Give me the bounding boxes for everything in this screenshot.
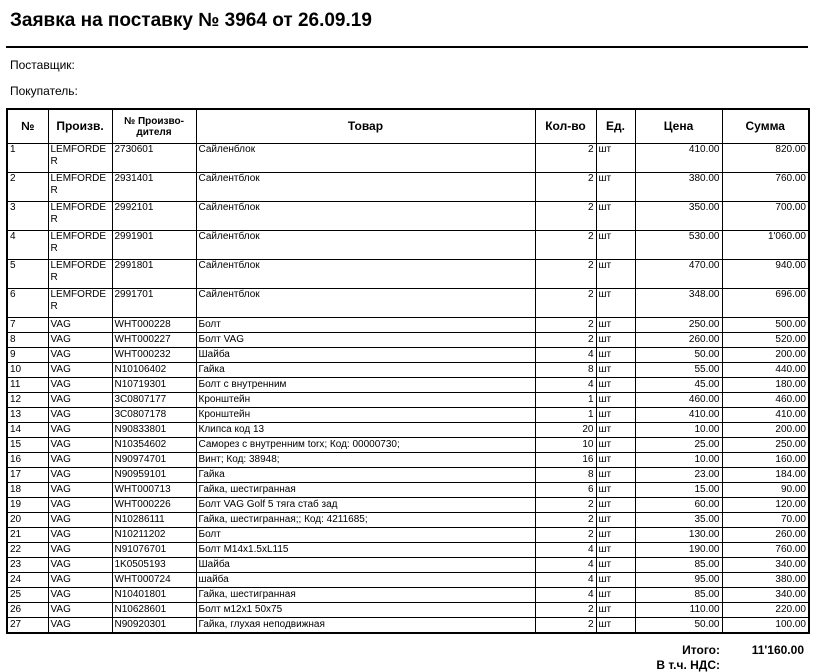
cell-sum: 1'060.00: [722, 231, 809, 260]
cell-part-number: N90920301: [112, 618, 196, 634]
cell-price: 110.00: [635, 603, 722, 618]
cell-price: 250.00: [635, 318, 722, 333]
table-row: [7, 408, 809, 423]
cell-part-number: N91076701: [112, 543, 196, 558]
cell-sum: 696.00: [722, 289, 809, 318]
cell-item: Сайлентблок: [196, 260, 535, 289]
cell-manufacturer: VAG: [48, 603, 112, 618]
cell-item: Сайленблок: [196, 144, 535, 173]
cell-unit: шт: [596, 453, 635, 468]
cell-part-number: 2991701: [112, 289, 196, 318]
cell-sum: 760.00: [722, 173, 809, 202]
cell-sum: 500.00: [722, 318, 809, 333]
header-part-number: № Произво-дителя: [112, 109, 196, 144]
cell-part-number: N10211202: [112, 528, 196, 543]
cell-sum: 820.00: [722, 144, 809, 173]
cell-unit: шт: [596, 483, 635, 498]
page-title: Заявка на поставку № 3964 от 26.09.19: [10, 10, 372, 31]
cell-price: 15.00: [635, 483, 722, 498]
cell-part-number: 2992101: [112, 202, 196, 231]
cell-unit: шт: [596, 528, 635, 543]
cell-unit: шт: [596, 543, 635, 558]
cell-item: Гайка, глухая неподвижная: [196, 618, 535, 634]
cell-price: 348.00: [635, 289, 722, 318]
cell-sum: 440.00: [722, 363, 809, 378]
cell-part-number: 2730601: [112, 144, 196, 173]
supplier-label: Поставщик:: [10, 58, 75, 72]
buyer-label: Покупатель:: [10, 84, 78, 98]
cell-unit: шт: [596, 202, 635, 231]
cell-part-number: 3C0807178: [112, 408, 196, 423]
cell-unit: шт: [596, 588, 635, 603]
cell-price: 50.00: [635, 618, 722, 634]
cell-sum: 410.00: [722, 408, 809, 423]
cell-no: 3: [7, 202, 48, 231]
cell-sum: 260.00: [722, 528, 809, 543]
cell-no: 7: [7, 318, 48, 333]
cell-price: 130.00: [635, 528, 722, 543]
cell-quantity: 4: [535, 378, 596, 393]
cell-no: 21: [7, 528, 48, 543]
table-row: [7, 618, 809, 634]
cell-part-number: N90974701: [112, 453, 196, 468]
cell-item: Клипса код 13: [196, 423, 535, 438]
cell-no: 25: [7, 588, 48, 603]
cell-quantity: 6: [535, 483, 596, 498]
table-row: [7, 558, 809, 573]
cell-part-number: 2991901: [112, 231, 196, 260]
cell-unit: шт: [596, 260, 635, 289]
cell-no: 22: [7, 543, 48, 558]
cell-no: 1: [7, 144, 48, 173]
header-manufacturer: Произв.: [48, 109, 112, 144]
cell-unit: шт: [596, 513, 635, 528]
cell-item: Болт M14x1.5xL115: [196, 543, 535, 558]
cell-unit: шт: [596, 289, 635, 318]
table-row: [7, 202, 809, 231]
cell-quantity: 1: [535, 393, 596, 408]
cell-unit: шт: [596, 318, 635, 333]
cell-manufacturer: VAG: [48, 528, 112, 543]
cell-unit: шт: [596, 378, 635, 393]
table-row: [7, 348, 809, 363]
cell-part-number: WHT000713: [112, 483, 196, 498]
cell-item: Болт VAG Golf 5 тяга стаб зад: [196, 498, 535, 513]
cell-quantity: 2: [535, 202, 596, 231]
cell-no: 23: [7, 558, 48, 573]
order-items-table: [6, 108, 810, 634]
cell-quantity: 2: [535, 144, 596, 173]
cell-quantity: 4: [535, 558, 596, 573]
cell-sum: 940.00: [722, 260, 809, 289]
cell-quantity: 10: [535, 438, 596, 453]
cell-part-number: WHT000232: [112, 348, 196, 363]
cell-manufacturer: VAG: [48, 348, 112, 363]
cell-item: Кронштейн: [196, 408, 535, 423]
table-row: [7, 543, 809, 558]
cell-price: 55.00: [635, 363, 722, 378]
header-sum: Сумма: [722, 109, 809, 144]
cell-item: Болт м12х1 50х75: [196, 603, 535, 618]
table-row: [7, 453, 809, 468]
cell-quantity: 2: [535, 528, 596, 543]
table-row: [7, 573, 809, 588]
cell-sum: 340.00: [722, 558, 809, 573]
cell-manufacturer: LEMFORDER: [48, 289, 112, 318]
cell-sum: 70.00: [722, 513, 809, 528]
cell-unit: шт: [596, 173, 635, 202]
header-price: Цена: [635, 109, 722, 144]
cell-unit: шт: [596, 573, 635, 588]
cell-quantity: 2: [535, 231, 596, 260]
cell-no: 27: [7, 618, 48, 634]
cell-part-number: N10719301: [112, 378, 196, 393]
cell-price: 50.00: [635, 348, 722, 363]
cell-quantity: 1: [535, 408, 596, 423]
cell-sum: 220.00: [722, 603, 809, 618]
cell-unit: шт: [596, 363, 635, 378]
cell-manufacturer: VAG: [48, 453, 112, 468]
cell-part-number: WHT000724: [112, 573, 196, 588]
cell-part-number: N10628601: [112, 603, 196, 618]
cell-sum: 200.00: [722, 423, 809, 438]
cell-quantity: 4: [535, 543, 596, 558]
cell-unit: шт: [596, 468, 635, 483]
cell-manufacturer: VAG: [48, 423, 112, 438]
table-row: [7, 483, 809, 498]
cell-quantity: 2: [535, 333, 596, 348]
cell-sum: 120.00: [722, 498, 809, 513]
header-unit: Ед.: [596, 109, 635, 144]
cell-quantity: 4: [535, 573, 596, 588]
cell-item: Шайба: [196, 558, 535, 573]
cell-unit: шт: [596, 423, 635, 438]
cell-item: Болт: [196, 318, 535, 333]
cell-item: Шайба: [196, 348, 535, 363]
cell-part-number: WHT000227: [112, 333, 196, 348]
cell-unit: шт: [596, 231, 635, 260]
table-row: [7, 513, 809, 528]
cell-quantity: 8: [535, 363, 596, 378]
cell-item: Гайка: [196, 363, 535, 378]
cell-manufacturer: LEMFORDER: [48, 144, 112, 173]
cell-quantity: 2: [535, 603, 596, 618]
table-body: [7, 144, 809, 634]
table-header-row: [7, 109, 809, 144]
cell-quantity: 16: [535, 453, 596, 468]
cell-manufacturer: VAG: [48, 513, 112, 528]
cell-quantity: 2: [535, 260, 596, 289]
cell-sum: 160.00: [722, 453, 809, 468]
header-no: №: [7, 109, 48, 144]
cell-manufacturer: VAG: [48, 438, 112, 453]
total-label: Итого:: [682, 643, 720, 657]
cell-manufacturer: LEMFORDER: [48, 173, 112, 202]
cell-item: Сайлентблок: [196, 289, 535, 318]
cell-price: 410.00: [635, 408, 722, 423]
cell-item: Гайка, шестигранная: [196, 588, 535, 603]
cell-manufacturer: LEMFORDER: [48, 202, 112, 231]
cell-manufacturer: VAG: [48, 573, 112, 588]
cell-no: 12: [7, 393, 48, 408]
cell-no: 19: [7, 498, 48, 513]
cell-manufacturer: VAG: [48, 333, 112, 348]
cell-part-number: N10354602: [112, 438, 196, 453]
cell-item: Винт; Код: 38948;: [196, 453, 535, 468]
cell-no: 5: [7, 260, 48, 289]
cell-manufacturer: VAG: [48, 393, 112, 408]
cell-item: Сайлентблок: [196, 202, 535, 231]
cell-price: 35.00: [635, 513, 722, 528]
cell-item: шайба: [196, 573, 535, 588]
cell-manufacturer: VAG: [48, 543, 112, 558]
cell-price: 380.00: [635, 173, 722, 202]
table-row: [7, 363, 809, 378]
cell-sum: 700.00: [722, 202, 809, 231]
cell-sum: 250.00: [722, 438, 809, 453]
cell-no: 10: [7, 363, 48, 378]
cell-unit: шт: [596, 393, 635, 408]
cell-unit: шт: [596, 438, 635, 453]
cell-manufacturer: VAG: [48, 498, 112, 513]
cell-quantity: 4: [535, 348, 596, 363]
cell-no: 6: [7, 289, 48, 318]
cell-sum: 90.00: [722, 483, 809, 498]
table-row: [7, 289, 809, 318]
cell-no: 11: [7, 378, 48, 393]
cell-quantity: 2: [535, 498, 596, 513]
cell-manufacturer: VAG: [48, 378, 112, 393]
cell-price: 85.00: [635, 588, 722, 603]
table-row: [7, 318, 809, 333]
cell-price: 25.00: [635, 438, 722, 453]
cell-price: 260.00: [635, 333, 722, 348]
cell-price: 85.00: [635, 558, 722, 573]
cell-item: Гайка, шестигранная;; Код: 4211685;: [196, 513, 535, 528]
cell-quantity: 2: [535, 618, 596, 634]
cell-no: 14: [7, 423, 48, 438]
cell-quantity: 4: [535, 588, 596, 603]
table-row: [7, 423, 809, 438]
cell-part-number: N90833801: [112, 423, 196, 438]
cell-sum: 380.00: [722, 573, 809, 588]
cell-sum: 200.00: [722, 348, 809, 363]
cell-price: 10.00: [635, 423, 722, 438]
table-row: [7, 231, 809, 260]
cell-unit: шт: [596, 144, 635, 173]
cell-quantity: 2: [535, 513, 596, 528]
cell-sum: 460.00: [722, 393, 809, 408]
cell-part-number: WHT000226: [112, 498, 196, 513]
cell-unit: шт: [596, 408, 635, 423]
cell-unit: шт: [596, 603, 635, 618]
cell-sum: 100.00: [722, 618, 809, 634]
cell-manufacturer: VAG: [48, 558, 112, 573]
cell-manufacturer: LEMFORDER: [48, 260, 112, 289]
cell-item: Сайлентблок: [196, 173, 535, 202]
cell-manufacturer: VAG: [48, 363, 112, 378]
cell-part-number: N10401801: [112, 588, 196, 603]
cell-price: 45.00: [635, 378, 722, 393]
cell-price: 350.00: [635, 202, 722, 231]
cell-price: 460.00: [635, 393, 722, 408]
header-quantity: Кол-во: [535, 109, 596, 144]
cell-quantity: 20: [535, 423, 596, 438]
cell-no: 15: [7, 438, 48, 453]
cell-sum: 180.00: [722, 378, 809, 393]
cell-quantity: 2: [535, 318, 596, 333]
cell-manufacturer: VAG: [48, 318, 112, 333]
cell-no: 2: [7, 173, 48, 202]
cell-part-number: 2991801: [112, 260, 196, 289]
cell-price: 60.00: [635, 498, 722, 513]
cell-no: 26: [7, 603, 48, 618]
cell-sum: 340.00: [722, 588, 809, 603]
cell-quantity: 2: [535, 173, 596, 202]
vat-label: В т.ч. НДС:: [656, 658, 720, 672]
cell-sum: 760.00: [722, 543, 809, 558]
cell-item: Болт с внутренним: [196, 378, 535, 393]
cell-no: 9: [7, 348, 48, 363]
table-row: [7, 528, 809, 543]
table-row: [7, 333, 809, 348]
cell-unit: шт: [596, 618, 635, 634]
total-value: 11'160.00: [751, 643, 804, 657]
cell-price: 10.00: [635, 453, 722, 468]
cell-no: 17: [7, 468, 48, 483]
cell-no: 4: [7, 231, 48, 260]
table-row: [7, 144, 809, 173]
table-row: [7, 260, 809, 289]
cell-no: 18: [7, 483, 48, 498]
cell-no: 13: [7, 408, 48, 423]
cell-part-number: N10106402: [112, 363, 196, 378]
cell-price: 530.00: [635, 231, 722, 260]
cell-price: 190.00: [635, 543, 722, 558]
cell-unit: шт: [596, 498, 635, 513]
cell-manufacturer: LEMFORDER: [48, 231, 112, 260]
cell-price: 410.00: [635, 144, 722, 173]
table-row: [7, 438, 809, 453]
table-row: [7, 393, 809, 408]
cell-unit: шт: [596, 333, 635, 348]
cell-price: 23.00: [635, 468, 722, 483]
cell-item: Саморез с внутренним torx; Код: 00000730;: [196, 438, 535, 453]
cell-manufacturer: VAG: [48, 468, 112, 483]
cell-quantity: 2: [535, 289, 596, 318]
title-divider: [6, 46, 808, 48]
cell-manufacturer: VAG: [48, 483, 112, 498]
cell-unit: шт: [596, 348, 635, 363]
cell-item: Болт VAG: [196, 333, 535, 348]
cell-sum: 520.00: [722, 333, 809, 348]
cell-unit: шт: [596, 558, 635, 573]
header-item: Товар: [196, 109, 535, 144]
cell-sum: 184.00: [722, 468, 809, 483]
cell-part-number: WHT000228: [112, 318, 196, 333]
cell-item: Кронштейн: [196, 393, 535, 408]
cell-manufacturer: VAG: [48, 588, 112, 603]
table-row: [7, 468, 809, 483]
cell-price: 95.00: [635, 573, 722, 588]
cell-part-number: 1K0505193: [112, 558, 196, 573]
cell-quantity: 8: [535, 468, 596, 483]
cell-no: 24: [7, 573, 48, 588]
table-row: [7, 603, 809, 618]
cell-item: Гайка: [196, 468, 535, 483]
cell-item: Сайлентблок: [196, 231, 535, 260]
table-row: [7, 173, 809, 202]
table-row: [7, 588, 809, 603]
cell-part-number: N90959101: [112, 468, 196, 483]
table-row: [7, 498, 809, 513]
cell-price: 470.00: [635, 260, 722, 289]
cell-no: 8: [7, 333, 48, 348]
cell-no: 16: [7, 453, 48, 468]
cell-part-number: 2931401: [112, 173, 196, 202]
cell-part-number: N10286111: [112, 513, 196, 528]
cell-part-number: 3C0807177: [112, 393, 196, 408]
cell-item: Гайка, шестигранная: [196, 483, 535, 498]
cell-no: 20: [7, 513, 48, 528]
cell-manufacturer: VAG: [48, 618, 112, 634]
cell-item: Болт: [196, 528, 535, 543]
cell-manufacturer: VAG: [48, 408, 112, 423]
table-row: [7, 378, 809, 393]
